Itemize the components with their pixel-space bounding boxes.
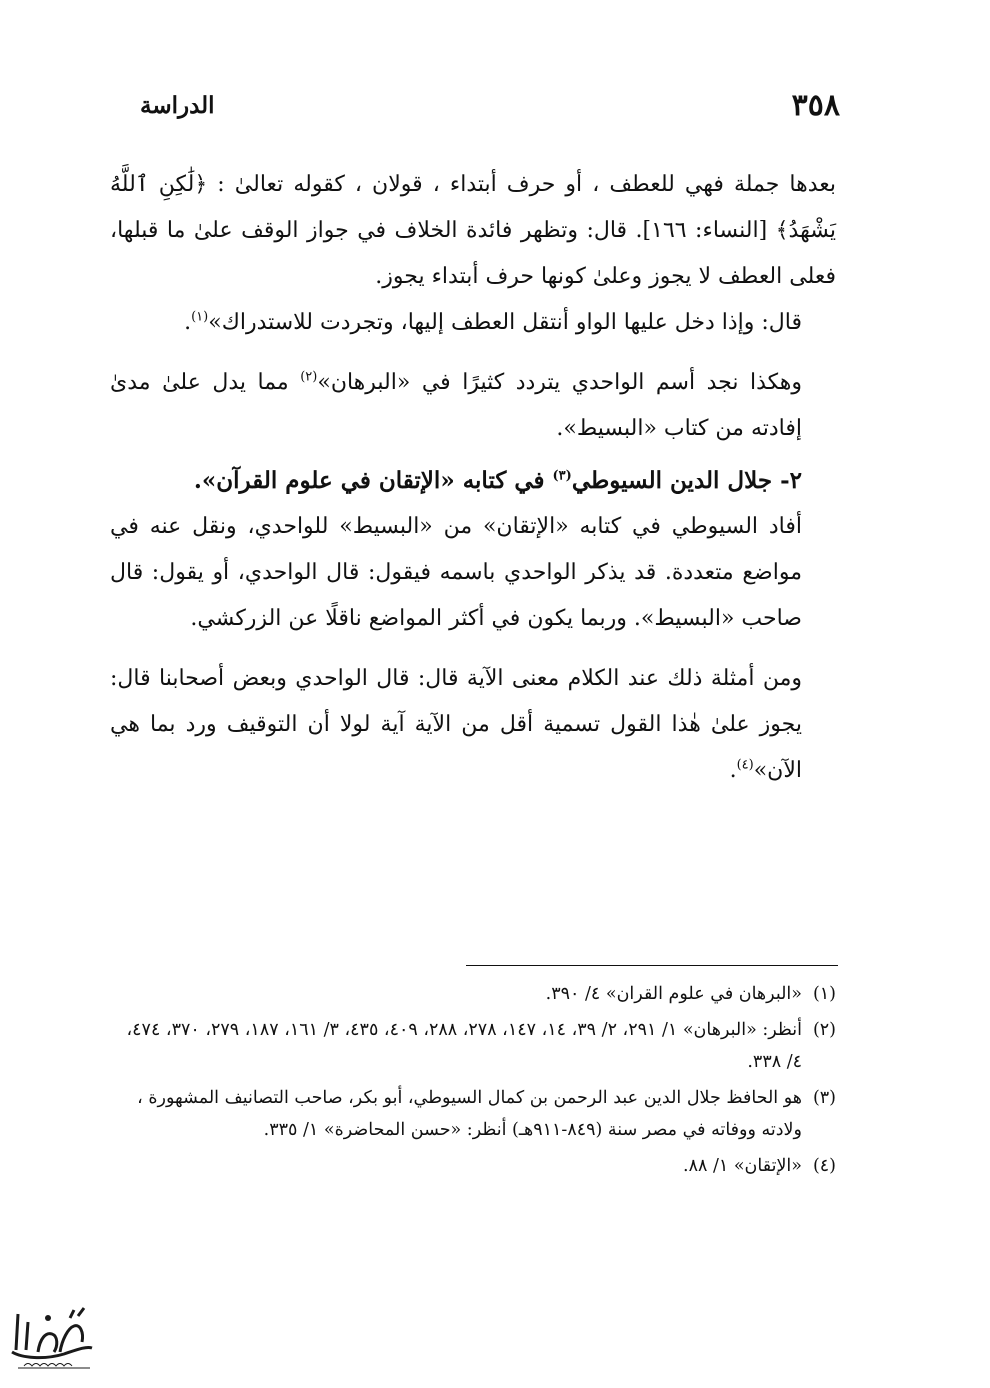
text-line: ومن أمثلة ذلك عند الكلام معنى الآية قال: قال الواحدي وبعض: [232, 666, 802, 691]
text-line: للاستدراك»: [208, 310, 314, 335]
text-line: يقول: قال صاحب «البسيط». وربما يكون في أكثر المواضع ناقلًا عن: [110, 560, 802, 631]
text-line: التوقيف ورد بما هي الآن»: [110, 712, 802, 783]
text-line: قال: وإذا دخل عليها الواو أنتقل العطف إليها، وتجردت: [320, 310, 802, 335]
text-line: .: [729, 758, 737, 783]
footnote-ref-1[interactable]: (١): [191, 309, 209, 325]
footnote-marker: (٢): [812, 1020, 836, 1040]
main-text: [110, 162, 836, 794]
text-line: في مواضع متعددة. قد يذكر الواحدي باسمه فيقول: قال الواحدي، أو: [110, 514, 802, 585]
footnote-1: [110, 978, 836, 1010]
footnote-marker: (٣): [812, 1088, 836, 1108]
paragraph-5: [110, 656, 836, 794]
paragraph-2: [110, 300, 836, 346]
footnotes: [110, 978, 836, 1186]
section-heading: [110, 458, 836, 504]
text-line: أفاد السيوطي في كتابه «الإتقان» من «البسيط» للواحدي، ونقل عنه: [149, 514, 803, 539]
library-seal-logo: [4, 1288, 96, 1378]
footnote-text: «البرهان في علوم القران» ٤/ ٣٩٠.: [545, 984, 802, 1004]
text-line: بعدها جملة فهي للعطف ، أو حرف أبتداء ، قولان ، كقوله تعالىٰ : ﴿لَٰكِنِ: [158, 172, 836, 197]
text-line: مما يدل علىٰ: [162, 370, 301, 395]
footnote-text: أنظر: «البرهان» ١/ ٢٩١، ٢/ ٣٩، ١٤، ١٤٧، ٢٧٨، ٢٨٨، ٤٠٩، ٤٣٥، ٣/ ١٦١، ١٨٧، ٢٧٩، ٣٧٠، ٤٧٤، ٤/ ٣٣٨.: [126, 1020, 802, 1072]
footnote-ref-3[interactable]: (٣): [552, 468, 572, 484]
text-line: علىٰ ما قبلها، فعلى العطف لا يجوز وعلىٰ كونها حرف أبتداء يجوز.: [110, 218, 836, 289]
heading-text: ٢- جلال الدين السيوطي: [571, 467, 802, 494]
footnote-3: [110, 1082, 836, 1146]
text-line: وهكذا نجد أسم الواحدي يتردد كثيرًا في «البرهان»: [317, 370, 802, 395]
footnote-divider: [466, 965, 838, 966]
text-line: أصحابنا قال: يجوز علىٰ هٰذا القول تسمية أقل من الآية آية لولا أن: [110, 666, 802, 737]
text-line: الزركشي.: [190, 606, 282, 631]
footnote-2: [110, 1014, 836, 1078]
paragraph-3: [110, 360, 836, 452]
paragraph-1: [110, 162, 836, 300]
text-line: ٱللَّهُ يَشْهَدُ﴾ [النساء: ١٦٦]. قال: وتظهر فائدة الخلاف في جواز الوقف: [110, 172, 836, 243]
footnote-ref-4[interactable]: (٤): [736, 757, 754, 773]
footnote-ref-2[interactable]: (٢): [300, 369, 318, 385]
text-line: مدىٰ إفادته من كتاب «البسيط».: [110, 370, 802, 441]
footnote-text: هو الحافظ جلال الدين عبد الرحمن بن كمال السيوطي، أبو بكر، صاحب التصانيف المشهورة ، ولادته ووفاته في مصر سنة (٨٤٩-٩١١هـ) أنظر: «حسن المحاضرة» ١/ ٣٣٥.: [137, 1088, 802, 1140]
footnote-marker: (٤): [812, 1156, 836, 1176]
running-title: الدراسة: [140, 92, 215, 119]
heading-text: في كتابه «الإتقان في علوم القرآن».: [193, 467, 553, 494]
text-line: .: [184, 310, 192, 335]
footnote-marker: (١): [812, 984, 836, 1004]
page-header: [110, 88, 840, 132]
page-number: ٣٥٨: [791, 88, 840, 123]
footnote-4: [110, 1150, 836, 1182]
footnote-text: «الإتقان» ١/ ٨٨.: [683, 1156, 802, 1176]
paragraph-4: [110, 504, 836, 642]
